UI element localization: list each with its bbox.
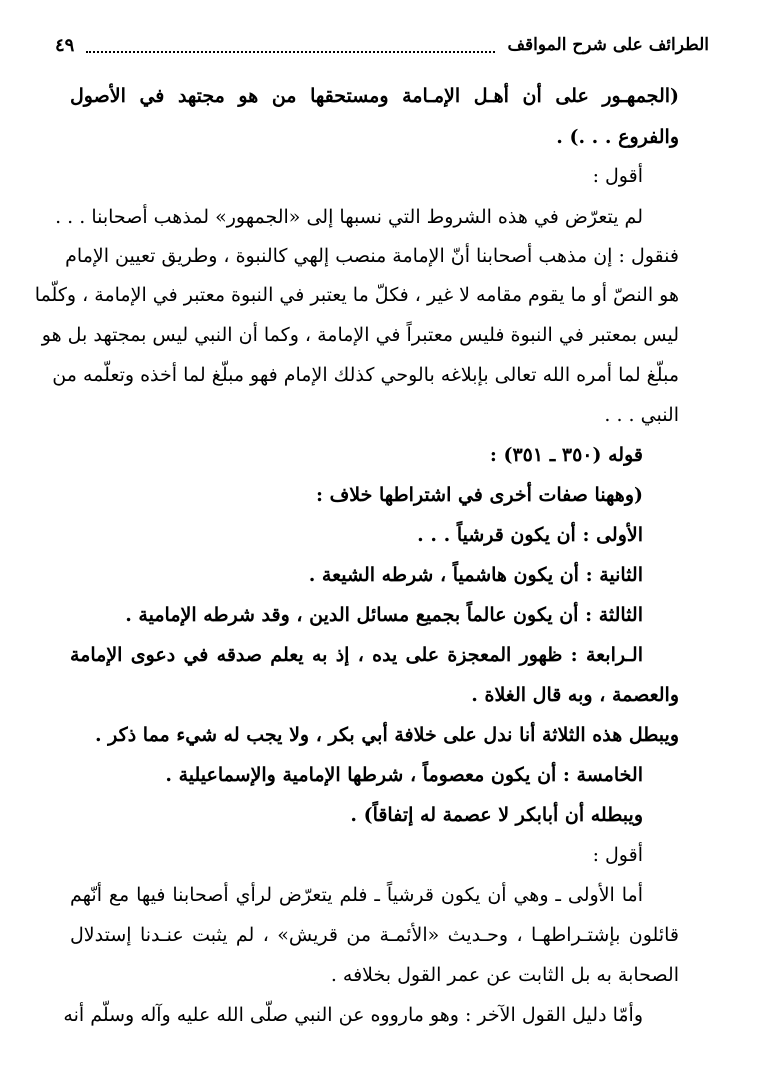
text-line: مبلّغ لما أمره الله تعالى بإبلاغه بالوحي كذلك الإمام فهو مبلّغ لما أخذه وتعلّمه من — [52, 364, 679, 386]
text-line: أقول : — [592, 165, 643, 187]
text-line: الـرابعة : ظهور المعجزة على يده ، إذ به يعلم صدقه في دعوى الإمامة — [70, 644, 643, 666]
text-line: لم يتعرّض في هذه الشروط التي نسبها إلى «الجمهور» لمذهب أصحابنا . . . — [55, 206, 643, 228]
text-line: ويبطله أن أبابكر لا عصمة له إتفاقاً) . — [350, 804, 643, 826]
text-line: ليس بمعتبر في النبوة فليس معتبراً في الإمامة ، وكما أن النبي ليس بمجتهد بل هو — [41, 324, 679, 346]
book-title: الطرائف على شرح المواقف — [507, 35, 709, 55]
text-line: فنقول : إن مذهب أصحابنا أنّ الإمامة منصب إلهي كالنبوة ، وطريق تعيين الإمام — [65, 245, 679, 267]
header-dot-leader — [86, 37, 495, 53]
text-line: قوله (٣٥٠ ـ ٣٥١) : — [489, 444, 643, 466]
text-line: والعصمة ، وبه قال الغلاة . — [471, 684, 679, 706]
text-line: أقول : — [592, 844, 643, 866]
text-line: الأولى : أن يكون قرشياً . . . — [417, 524, 643, 546]
text-line: الصحابة به بل الثابت عن عمر القول بخلافه . — [330, 964, 679, 986]
text-line: أما الأولى ـ وهي أن يكون قرشياً ـ فلم يتعرّض لرأي أصحابنا فيها مع أنّهم — [70, 884, 643, 906]
text-line: ويبطل هذه الثلاثة أنا ندل على خلافة أبي بكر ، ولا يجب له شيء مما ذكر . — [94, 724, 679, 746]
text-line: هو النصّ أو ما يقوم مقامه لا غير ، فكلّ ما يعتبر في النبوة معتبر في الإمامة ، وكلّما — [34, 284, 679, 306]
running-header — [55, 28, 709, 62]
page-number: ٤٩ — [55, 34, 75, 56]
text-line: (الجمهـور على أن أهـل الإمـامة ومستحقها من هو مجتهد في الأصول — [70, 85, 679, 107]
text-line: النبي . . . — [604, 404, 679, 426]
text-line: الثانية : أن يكون هاشمياً ، شرطه الشيعة . — [308, 564, 643, 586]
text-line: الخامسة : أن يكون معصوماً ، شرطها الإمامية والإسماعيلية . — [165, 764, 643, 786]
text-line: وأمّا دليل القول الآخر : وهو مارووه عن النبي صلّى الله عليه وآله وسلّم أنه — [63, 1004, 643, 1026]
text-line: والفروع . . .) . — [556, 126, 679, 148]
text-line: (وههنا صفات أخرى في اشتراطها خلاف : — [315, 484, 643, 506]
text-line: قائلون بإشتـراطهـا ، وحـديث «الأئمـة من قريش» ، لم يثبت عنـدنا إستدلال — [70, 924, 679, 946]
text-line: الثالثة : أن يكون عالماً بجميع مسائل الدين ، وقد شرطه الإمامية . — [125, 604, 643, 626]
